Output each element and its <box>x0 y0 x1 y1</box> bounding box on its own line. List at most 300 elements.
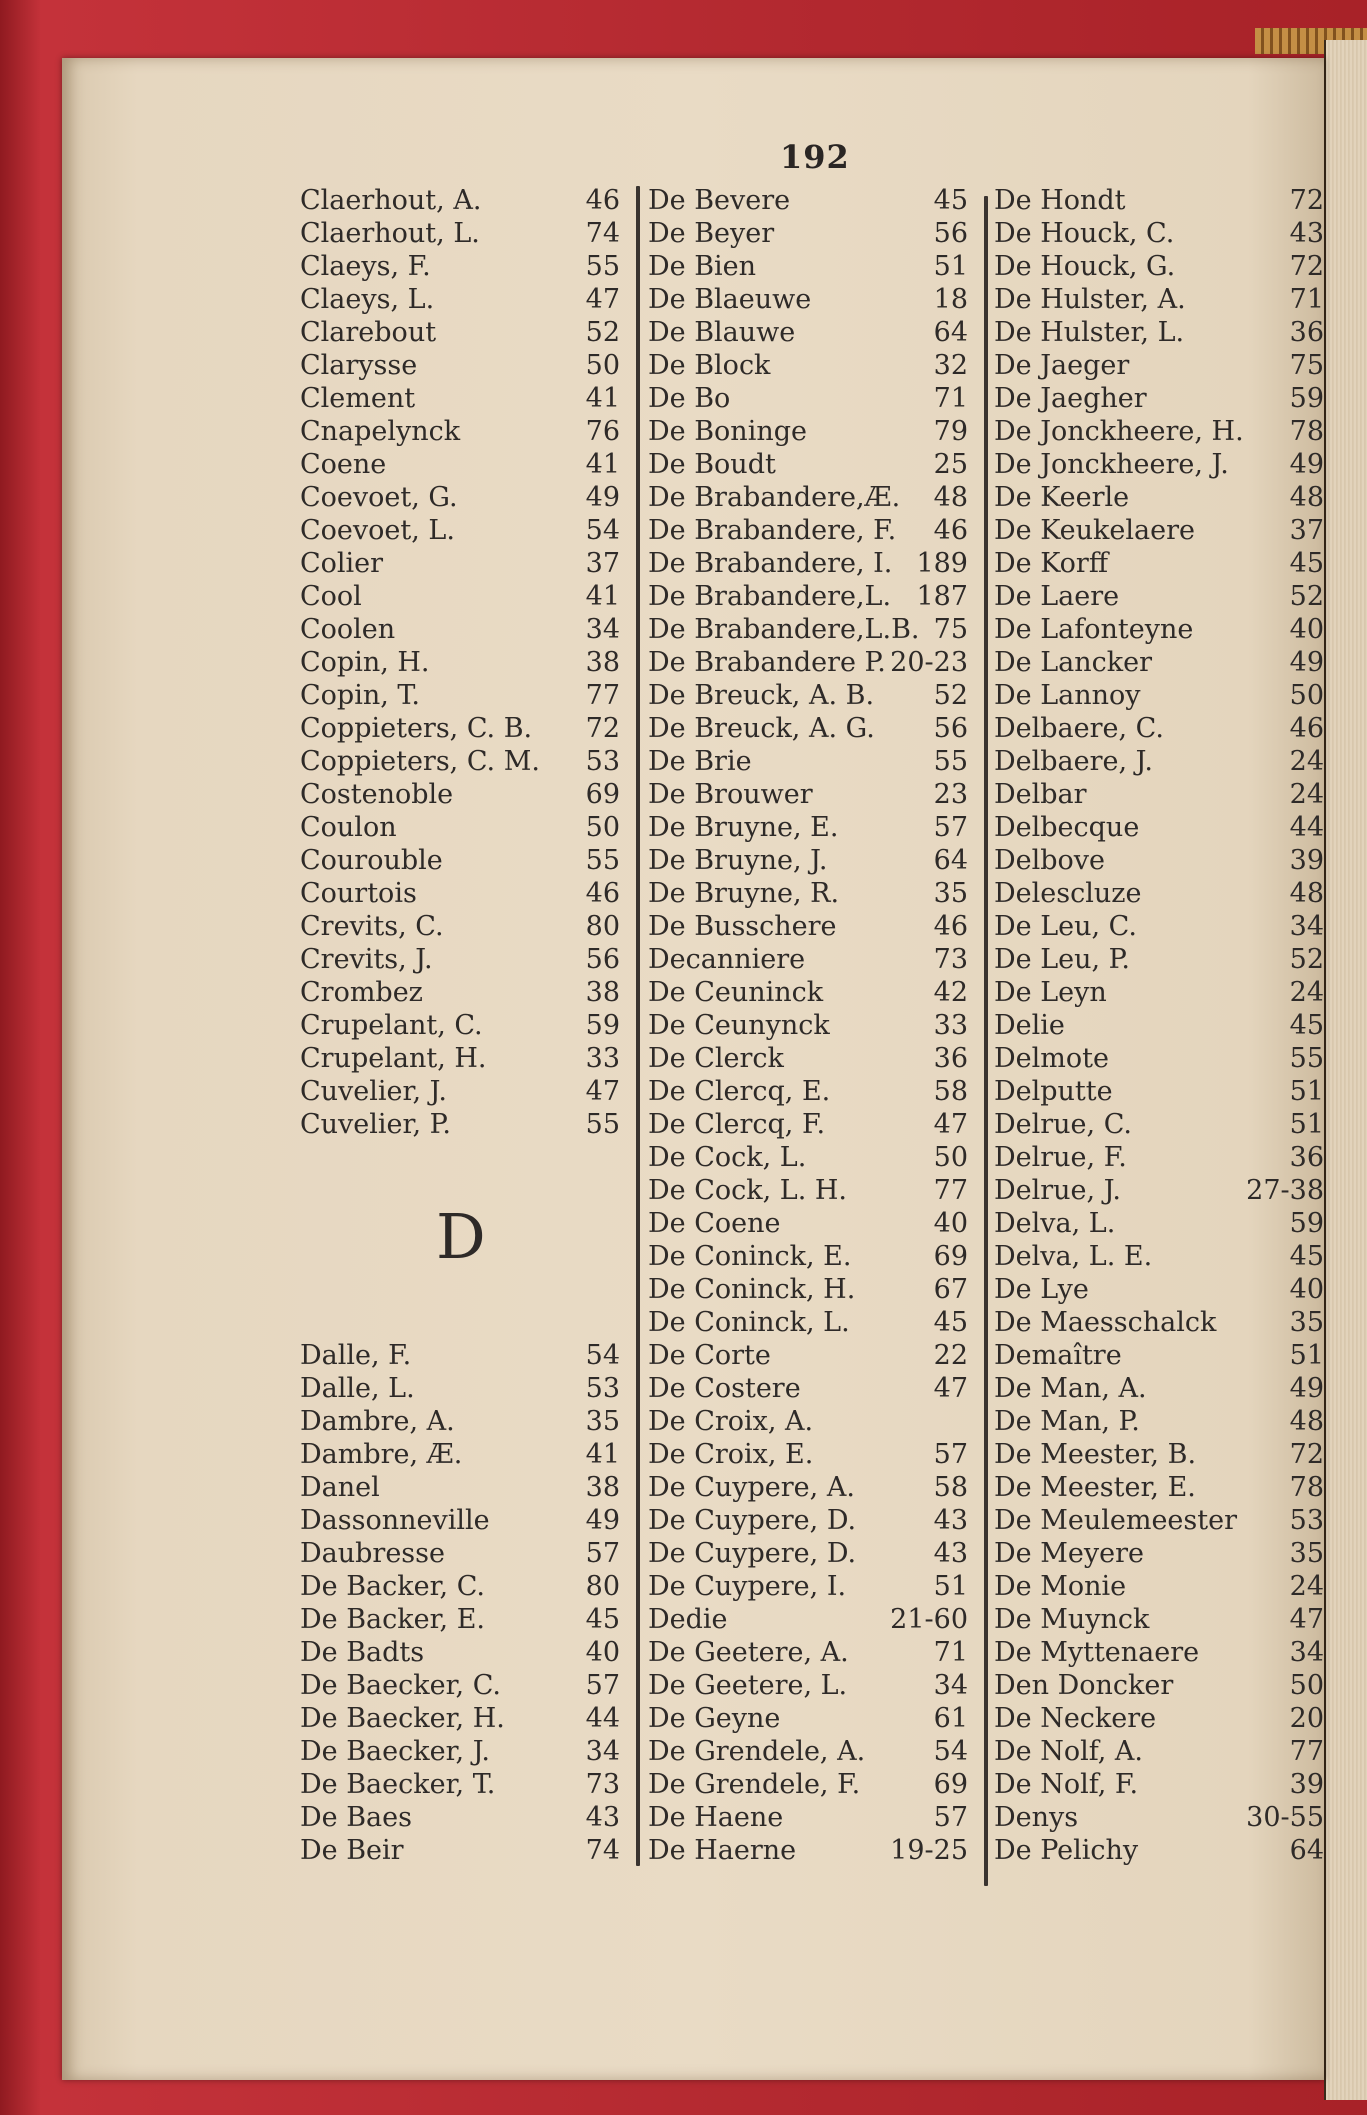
entry-name: De Cuypere, D. <box>648 1538 857 1569</box>
index-entry <box>300 283 630 316</box>
entry-name: De Grendele, F. <box>648 1769 861 1800</box>
entry-name: De Beyer <box>648 218 775 249</box>
entry-page: 21-60 <box>890 1604 968 1635</box>
entry-page: 38 <box>585 977 620 1008</box>
index-entry <box>648 778 978 811</box>
entry-name: De Geyne <box>648 1703 781 1734</box>
index-entry <box>648 1108 978 1141</box>
entry-name: De Man, A. <box>994 1373 1147 1404</box>
entry-name: De Lancker <box>994 647 1152 678</box>
entry-page: 56 <box>933 713 968 744</box>
entry-name: De Meester, B. <box>994 1439 1197 1470</box>
entry-page: 49 <box>585 1505 620 1536</box>
entry-name: Coulon <box>300 812 397 843</box>
entry-page: 45 <box>1289 1241 1324 1272</box>
entry-page: 51 <box>933 251 968 282</box>
entry-page: 23 <box>933 779 968 810</box>
index-entry <box>300 349 630 382</box>
entry-page: 71 <box>933 383 968 414</box>
entry-name: Coene <box>300 449 387 480</box>
entry-name: Costenoble <box>300 779 454 810</box>
index-entry <box>648 745 978 778</box>
index-entry <box>648 1438 978 1471</box>
entry-name: Delputte <box>994 1076 1113 1107</box>
entry-name: Delmote <box>994 1043 1109 1074</box>
entry-page: 48 <box>933 482 968 513</box>
index-entry <box>648 250 978 283</box>
entry-page: 53 <box>585 746 620 777</box>
index-entry <box>648 1603 978 1636</box>
entry-name: Crombez <box>300 977 423 1008</box>
entry-page: 78 <box>1289 1472 1324 1503</box>
index-entry <box>300 1669 630 1702</box>
entry-page: 43 <box>933 1505 968 1536</box>
index-entry <box>300 1240 630 1273</box>
index-entry <box>994 613 1324 646</box>
entry-page: 53 <box>585 1373 620 1404</box>
entry-name: De Clerck <box>648 1043 784 1074</box>
entry-name: Coppieters, C. M. <box>300 746 540 777</box>
index-entry <box>994 1009 1324 1042</box>
index-entry <box>648 646 978 679</box>
index-entry <box>300 1405 630 1438</box>
index-entry <box>994 778 1324 811</box>
entry-page: 40 <box>1289 1274 1324 1305</box>
index-entry <box>648 1042 978 1075</box>
entry-name: Delva, L. <box>994 1208 1116 1239</box>
entry-name: De Jaegher <box>994 383 1147 414</box>
index-entry <box>994 481 1324 514</box>
index-column-1 <box>300 184 630 1867</box>
entry-name: De Geetere, A. <box>648 1637 849 1668</box>
entry-page: 57 <box>933 1802 968 1833</box>
entry-page: 61 <box>933 1703 968 1734</box>
entry-name: De Bo <box>648 383 731 414</box>
entry-page: 51 <box>1289 1109 1324 1140</box>
entry-name: De Croix, E. <box>648 1439 814 1470</box>
entry-name: De Cuypere, A. <box>648 1472 855 1503</box>
entry-name: De Keerle <box>994 482 1130 513</box>
entry-page: 30-55 <box>1246 1802 1324 1833</box>
index-entry <box>300 1174 630 1207</box>
index-entry <box>994 1735 1324 1768</box>
entry-page: 35 <box>1289 1307 1324 1338</box>
index-entry <box>994 1438 1324 1471</box>
entry-page: 46 <box>1289 713 1324 744</box>
index-entry <box>994 1702 1324 1735</box>
entry-name: Delie <box>994 1010 1065 1041</box>
entry-page: 69 <box>933 1769 968 1800</box>
entry-name: De Hondt <box>994 185 1126 216</box>
entry-name: Dambre, A. <box>300 1406 455 1437</box>
entry-page: 34 <box>933 1670 968 1701</box>
index-entry <box>648 877 978 910</box>
entry-name: De Cock, L. <box>648 1142 807 1173</box>
index-entry <box>300 844 630 877</box>
entry-name: De Haene <box>648 1802 784 1833</box>
entry-name: De Ceunynck <box>648 1010 830 1041</box>
index-entry <box>300 613 630 646</box>
index-entry <box>300 448 630 481</box>
entry-name: De Neckere <box>994 1703 1157 1734</box>
entry-page: 72 <box>585 713 620 744</box>
entry-page: 27-38 <box>1246 1175 1324 1206</box>
index-entry <box>994 217 1324 250</box>
entry-name: Delbaere, J. <box>994 746 1153 777</box>
entry-page: 51 <box>933 1571 968 1602</box>
entry-name: Demaître <box>994 1340 1122 1371</box>
entry-name: De Bruyne, E. <box>648 812 839 843</box>
entry-name: Dedie <box>648 1604 728 1635</box>
entry-name: Delbar <box>994 779 1087 810</box>
index-entry <box>648 580 978 613</box>
entry-name: De Coninck, H. <box>648 1274 856 1305</box>
index-entry <box>300 976 630 1009</box>
entry-page: 44 <box>1289 812 1324 843</box>
index-entry <box>300 1042 630 1075</box>
entry-page: 80 <box>585 911 620 942</box>
index-entry <box>300 1735 630 1768</box>
entry-page: 19-25 <box>890 1835 968 1866</box>
entry-page: 51 <box>1289 1340 1324 1371</box>
index-entry <box>300 217 630 250</box>
entry-page: 49 <box>1289 449 1324 480</box>
entry-page: 189 <box>916 548 968 579</box>
entry-name: De Backer, C. <box>300 1571 485 1602</box>
column-rule-left <box>636 186 640 1866</box>
entry-page: 72 <box>1289 1439 1324 1470</box>
entry-name: De Hulster, L. <box>994 317 1185 348</box>
entry-page: 24 <box>1289 779 1324 810</box>
index-entry <box>300 778 630 811</box>
index-entry <box>300 250 630 283</box>
entry-page: 43 <box>1289 218 1324 249</box>
entry-name: De Meester, E. <box>994 1472 1196 1503</box>
entry-name: Claeys, L. <box>300 284 435 315</box>
index-entry <box>994 415 1324 448</box>
entry-name: Delbaere, C. <box>994 713 1164 744</box>
entry-name: Crupelant, C. <box>300 1010 483 1041</box>
index-entry <box>300 1768 630 1801</box>
entry-name: De Brouwer <box>648 779 813 810</box>
index-entry <box>300 1141 630 1174</box>
entry-page: 39 <box>1289 1769 1324 1800</box>
index-entry <box>994 712 1324 745</box>
entry-name: Claerhout, A. <box>300 185 482 216</box>
index-entry <box>994 1834 1324 1867</box>
index-entry <box>648 1471 978 1504</box>
entry-page: 20 <box>1289 1703 1324 1734</box>
index-entry <box>648 514 978 547</box>
entry-page: 18 <box>933 284 968 315</box>
entry-name: De Hulster, A. <box>994 284 1186 315</box>
entry-page: 55 <box>585 845 620 876</box>
entry-name: De Leyn <box>994 977 1107 1008</box>
entry-name: De Blauwe <box>648 317 796 348</box>
index-entry <box>994 1801 1324 1834</box>
index-entry <box>300 1108 630 1141</box>
entry-page: 45 <box>933 1307 968 1338</box>
index-entry <box>300 646 630 679</box>
entry-page: 22 <box>933 1340 968 1371</box>
entry-page: 59 <box>585 1010 620 1041</box>
index-entry <box>648 1669 978 1702</box>
index-entry <box>300 1702 630 1735</box>
entry-page: 57 <box>933 1439 968 1470</box>
index-entry <box>994 580 1324 613</box>
index-entry <box>994 1240 1324 1273</box>
index-entry <box>994 1042 1324 1075</box>
entry-page: 55 <box>585 251 620 282</box>
entry-name: Courtois <box>300 878 417 909</box>
entry-name: Colier <box>300 548 384 579</box>
index-entry <box>994 1669 1324 1702</box>
index-entry <box>300 910 630 943</box>
entry-page: 77 <box>933 1175 968 1206</box>
index-entry <box>994 679 1324 712</box>
index-entry <box>300 1207 630 1240</box>
index-entry <box>994 646 1324 679</box>
index-entry <box>300 1339 630 1372</box>
entry-name: De Bruyne, R. <box>648 878 840 909</box>
entry-name: De Blaeuwe <box>648 284 812 315</box>
entry-page: 43 <box>585 1802 620 1833</box>
entry-page: 40 <box>933 1208 968 1239</box>
index-entry <box>994 1273 1324 1306</box>
index-entry <box>648 415 978 448</box>
entry-page: 52 <box>585 317 620 348</box>
entry-page: 55 <box>933 746 968 777</box>
entry-name: Decanniere <box>648 944 806 975</box>
entry-name: De Lafonteyne <box>994 614 1194 645</box>
index-entry <box>648 1273 978 1306</box>
index-entry <box>994 514 1324 547</box>
index-entry <box>300 1603 630 1636</box>
entry-page: 32 <box>933 350 968 381</box>
entry-page: 46 <box>585 185 620 216</box>
index-entry <box>648 712 978 745</box>
entry-page: 54 <box>933 1736 968 1767</box>
index-entry <box>994 1603 1324 1636</box>
entry-page: 64 <box>1289 1835 1324 1866</box>
entry-page: 34 <box>1289 911 1324 942</box>
entry-page: 38 <box>585 1472 620 1503</box>
entry-name: Copin, T. <box>300 680 421 711</box>
entry-name: De Baecker, H. <box>300 1703 505 1734</box>
entry-name: De Badts <box>300 1637 425 1668</box>
index-entry <box>994 1768 1324 1801</box>
entry-name: Cool <box>300 581 362 612</box>
index-entry <box>648 448 978 481</box>
entry-name: De Corte <box>648 1340 771 1371</box>
index-entry <box>300 184 630 217</box>
entry-name: De Brabandere,L.B. <box>648 614 920 645</box>
index-entry <box>300 1471 630 1504</box>
index-entry <box>300 1009 630 1042</box>
index-entry <box>648 613 978 646</box>
entry-name: De Nolf, F. <box>994 1769 1139 1800</box>
entry-name: Delbove <box>994 845 1106 876</box>
index-entry <box>648 811 978 844</box>
index-entry <box>300 415 630 448</box>
entry-name: De Boudt <box>648 449 776 480</box>
entry-page: 46 <box>933 515 968 546</box>
entry-name: Delrue, J. <box>994 1175 1122 1206</box>
entry-name: De Bien <box>648 251 757 282</box>
entry-page: 46 <box>933 911 968 942</box>
entry-page: 80 <box>585 1571 620 1602</box>
entry-page: 56 <box>933 218 968 249</box>
index-entry <box>994 1207 1324 1240</box>
entry-page: 41 <box>585 383 620 414</box>
entry-page: 77 <box>585 680 620 711</box>
entry-page: 37 <box>1289 515 1324 546</box>
entry-page: 58 <box>933 1076 968 1107</box>
entry-name: De Brie <box>648 746 752 777</box>
page-number: 192 <box>780 138 850 176</box>
index-entry <box>300 1306 630 1339</box>
entry-page: 69 <box>933 1241 968 1272</box>
entry-name: De Keukelaere <box>994 515 1195 546</box>
entry-name: De Geetere, L. <box>648 1670 848 1701</box>
index-entry <box>994 1504 1324 1537</box>
entry-page: 49 <box>1289 1373 1324 1404</box>
entry-name: Delva, L. E. <box>994 1241 1153 1272</box>
entry-name: De Haerne <box>648 1835 797 1866</box>
index-entry <box>648 1339 978 1372</box>
entry-page: 52 <box>1289 581 1324 612</box>
index-entry <box>994 844 1324 877</box>
index-entry <box>300 1438 630 1471</box>
entry-name: De Houck, G. <box>994 251 1176 282</box>
index-entry <box>994 184 1324 217</box>
index-entry <box>648 1504 978 1537</box>
index-entry <box>994 1405 1324 1438</box>
index-entry <box>994 448 1324 481</box>
entry-name: De Breuck, A. G. <box>648 713 875 744</box>
entry-page: 78 <box>1289 416 1324 447</box>
entry-page: 36 <box>1289 1142 1324 1173</box>
index-entry <box>994 811 1324 844</box>
index-entry <box>648 382 978 415</box>
entry-page: 36 <box>933 1043 968 1074</box>
entry-name: De Ceuninck <box>648 977 824 1008</box>
index-entry <box>300 514 630 547</box>
entry-page: 35 <box>585 1406 620 1437</box>
entry-page: 34 <box>585 614 620 645</box>
index-entry <box>994 382 1324 415</box>
section-letter: D <box>436 1200 486 1273</box>
entry-page: 67 <box>933 1274 968 1305</box>
entry-name: De Brabandere, I. <box>648 548 893 579</box>
entry-page: 74 <box>585 1835 620 1866</box>
entry-page: 49 <box>1289 647 1324 678</box>
index-entry <box>300 1504 630 1537</box>
index-entry <box>648 1372 978 1405</box>
entry-page: 73 <box>933 944 968 975</box>
index-entry <box>300 811 630 844</box>
index-entry <box>300 316 630 349</box>
entry-page: 20-23 <box>890 647 968 678</box>
index-entry <box>994 283 1324 316</box>
column-rule-right <box>984 196 988 1886</box>
entry-name: Dambre, Æ. <box>300 1439 463 1470</box>
entry-page: 57 <box>585 1538 620 1569</box>
index-entry <box>994 1372 1324 1405</box>
index-entry <box>648 547 978 580</box>
entry-page: 54 <box>585 1340 620 1371</box>
entry-page: 50 <box>933 1142 968 1173</box>
entry-page: 75 <box>933 614 968 645</box>
entry-page: 187 <box>916 581 968 612</box>
entry-name: De Baes <box>300 1802 412 1833</box>
entry-name: De Monie <box>994 1571 1127 1602</box>
index-entry <box>648 184 978 217</box>
index-entry <box>648 1306 978 1339</box>
entry-page: 75 <box>1289 350 1324 381</box>
entry-page: 55 <box>1289 1043 1324 1074</box>
entry-page: 51 <box>1289 1076 1324 1107</box>
entry-name: De Baecker, T. <box>300 1769 496 1800</box>
entry-name: De Croix, A. <box>648 1406 814 1437</box>
entry-page: 59 <box>1289 383 1324 414</box>
entry-page: 45 <box>1289 1010 1324 1041</box>
entry-name: De Backer, E. <box>300 1604 486 1635</box>
entry-name: De Cock, L. H. <box>648 1175 847 1206</box>
index-entry <box>994 1339 1324 1372</box>
entry-page: 25 <box>933 449 968 480</box>
entry-name: De Leu, C. <box>994 911 1137 942</box>
entry-page: 39 <box>1289 845 1324 876</box>
entry-name: Copin, H. <box>300 647 430 678</box>
entry-name: De Brabandere, F. <box>648 515 897 546</box>
index-entry <box>648 844 978 877</box>
entry-page: 34 <box>585 1736 620 1767</box>
entry-name: De Bevere <box>648 185 791 216</box>
entry-name: Coevoet, G. <box>300 482 458 513</box>
entry-page: 41 <box>585 1439 620 1470</box>
entry-name: Delrue, F. <box>994 1142 1127 1173</box>
entry-page: 74 <box>585 218 620 249</box>
entry-name: De Clercq, E. <box>648 1076 831 1107</box>
index-entry <box>648 976 978 1009</box>
index-entry <box>994 1108 1324 1141</box>
entry-page: 50 <box>585 812 620 843</box>
entry-page: 48 <box>1289 1406 1324 1437</box>
entry-name: De Jaeger <box>994 350 1130 381</box>
entry-page: 48 <box>1289 878 1324 909</box>
index-entry <box>648 217 978 250</box>
index-entry <box>300 1570 630 1603</box>
entry-name: De Muynck <box>994 1604 1150 1635</box>
entry-page: 59 <box>1289 1208 1324 1239</box>
entry-page: 47 <box>933 1109 968 1140</box>
entry-page: 35 <box>933 878 968 909</box>
entry-page: 56 <box>585 944 620 975</box>
entry-page: 53 <box>1289 1505 1324 1536</box>
entry-name: De Baecker, C. <box>300 1670 501 1701</box>
entry-page: 34 <box>1289 1637 1324 1668</box>
entry-name: De Block <box>648 350 771 381</box>
index-entry <box>648 349 978 382</box>
entry-name: Dassonneville <box>300 1505 490 1536</box>
entry-name: Courouble <box>300 845 443 876</box>
entry-name: De Man, P. <box>994 1406 1140 1437</box>
entry-name: Daubresse <box>300 1538 445 1569</box>
entry-page: 44 <box>585 1703 620 1734</box>
entry-name: De Jonckheere, J. <box>994 449 1229 480</box>
entry-name: Crevits, J. <box>300 944 433 975</box>
